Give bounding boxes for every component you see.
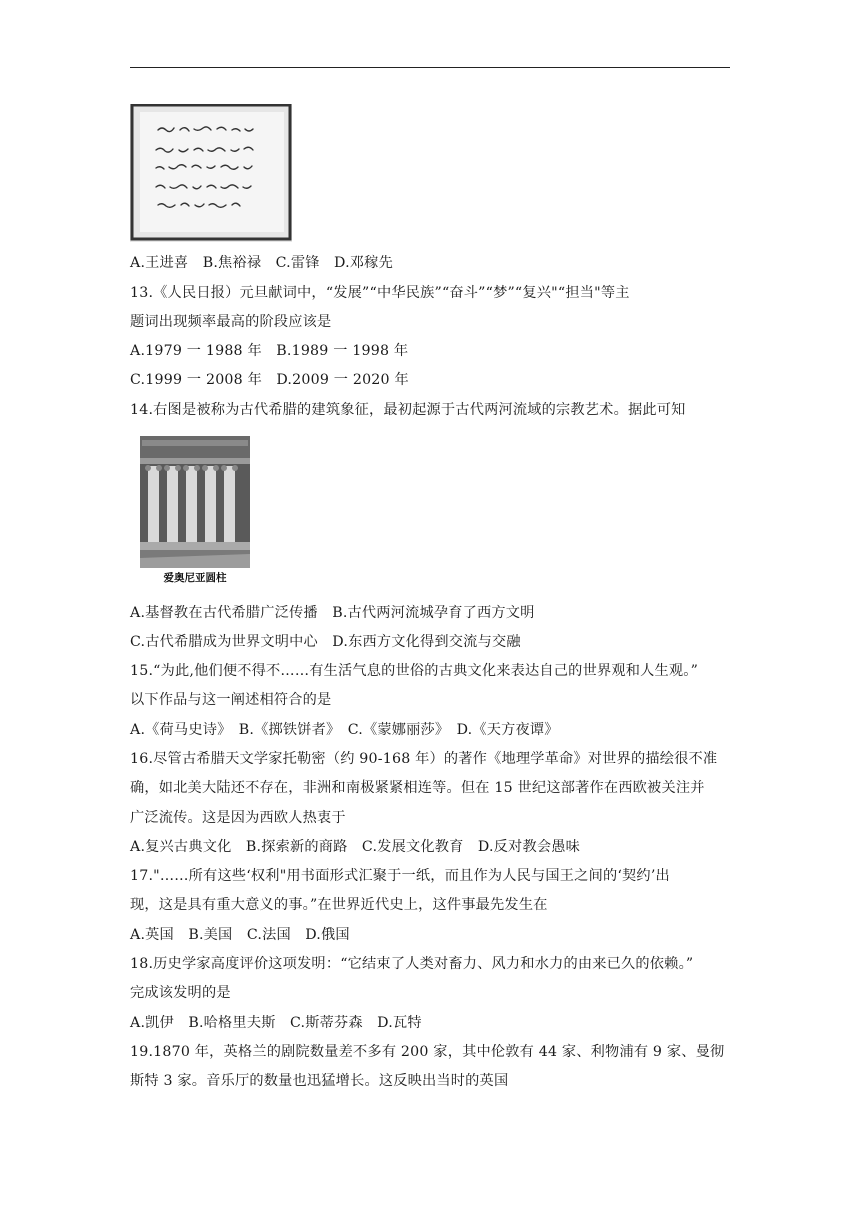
header-rule <box>130 67 730 68</box>
q16-stem-line2: 确，如北美大陆还不存在，非洲和南极紧紧相连等。但在 15 世纪这部著作在西欧被关注并 <box>130 780 705 796</box>
q16-options: A.复兴古典文化 B.探索新的商路 C.发展文化教育 D.反对教会愚味 <box>130 839 580 855</box>
q14-options-line1: A.基督教在古代希腊广泛传播 B.古代两河流城孕育了西方文明 <box>130 605 535 621</box>
ionic-column-caption: 爱奥尼亚圆柱 <box>163 572 227 584</box>
q12-options: A.王进喜 B.焦裕禄 C.雷锋 D.邓稼先 <box>130 255 393 271</box>
q19-stem-line2: 斯特 3 家。音乐厅的数量也迅猛增长。这反映出当时的英国 <box>130 1073 509 1089</box>
q13-stem-line2: 题词出现频率最高的阶段应该是 <box>130 314 332 330</box>
q14-stem-line1: 14.右图是被称为古代希腊的建筑象征，最初起源于古代两河流域的宗教艺术。据此可知 <box>130 402 686 418</box>
q15-stem-line2: 以下作品与这一阐述相符合的是 <box>130 692 332 708</box>
q13-options-line2: C.1999 一 2008 年 D.2009 一 2020 年 <box>130 372 409 388</box>
q13-options-line1: A.1979 一 1988 年 B.1989 一 1998 年 <box>130 343 409 359</box>
ionic-column-image <box>140 436 250 588</box>
q16-stem-line1: 16.尽管古希腊天文学家托勒密（约 90-168 年）的著作《地理学革命》对世界的描绘很不准 <box>130 751 718 767</box>
q17-stem-line2: 现，这是具有重大意义的事。”在世界近代史上，这件事最先发生在 <box>130 897 548 913</box>
q18-stem-line1: 18.历史学家高度评价这项发明：“它结束了人类对畜力、风力和水力的由来已久的依赖。” <box>130 956 694 972</box>
handwritten-note-image <box>130 104 292 242</box>
q14-options-line2: C.古代希腊成为世界文明中心 D.东西方文化得到交流与交融 <box>130 634 521 650</box>
q17-options: A.英国 B.美国 C.法国 D.俄国 <box>130 927 350 943</box>
q18-options: A.凯伊 B.哈格里夫斯 C.斯蒂芬森 D.瓦特 <box>130 1015 422 1031</box>
q16-stem-line3: 广泛流传。这是因为西欧人热衷于 <box>130 810 346 826</box>
q17-stem-line1: 17."……所有这些‘权利"用书面形式汇聚于一纸，而且作为人民与国王之间的‘契约’出 <box>130 868 670 884</box>
q15-stem-line1: 15.“为此,他们便不得不……有生活气息的世俗的古典文化来表达自己的世界观和人生观。” <box>130 663 699 679</box>
q19-stem-line1: 19.1870 年，英格兰的剧院数量差不多有 200 家，其中伦敦有 44 家、利物浦有 9 家、曼彻 <box>130 1044 725 1060</box>
q15-options: A.《荷马史诗》 B.《掷铁饼者》 C.《蒙娜丽莎》 D.《天方夜谭》 <box>130 722 559 738</box>
q13-stem-line1: 13.《人民日报）元旦献词中，“发展”“中华民族”“奋斗”“梦”“复兴"“担当"等主 <box>130 285 630 301</box>
q18-stem-line2: 完成该发明的是 <box>130 985 231 1001</box>
